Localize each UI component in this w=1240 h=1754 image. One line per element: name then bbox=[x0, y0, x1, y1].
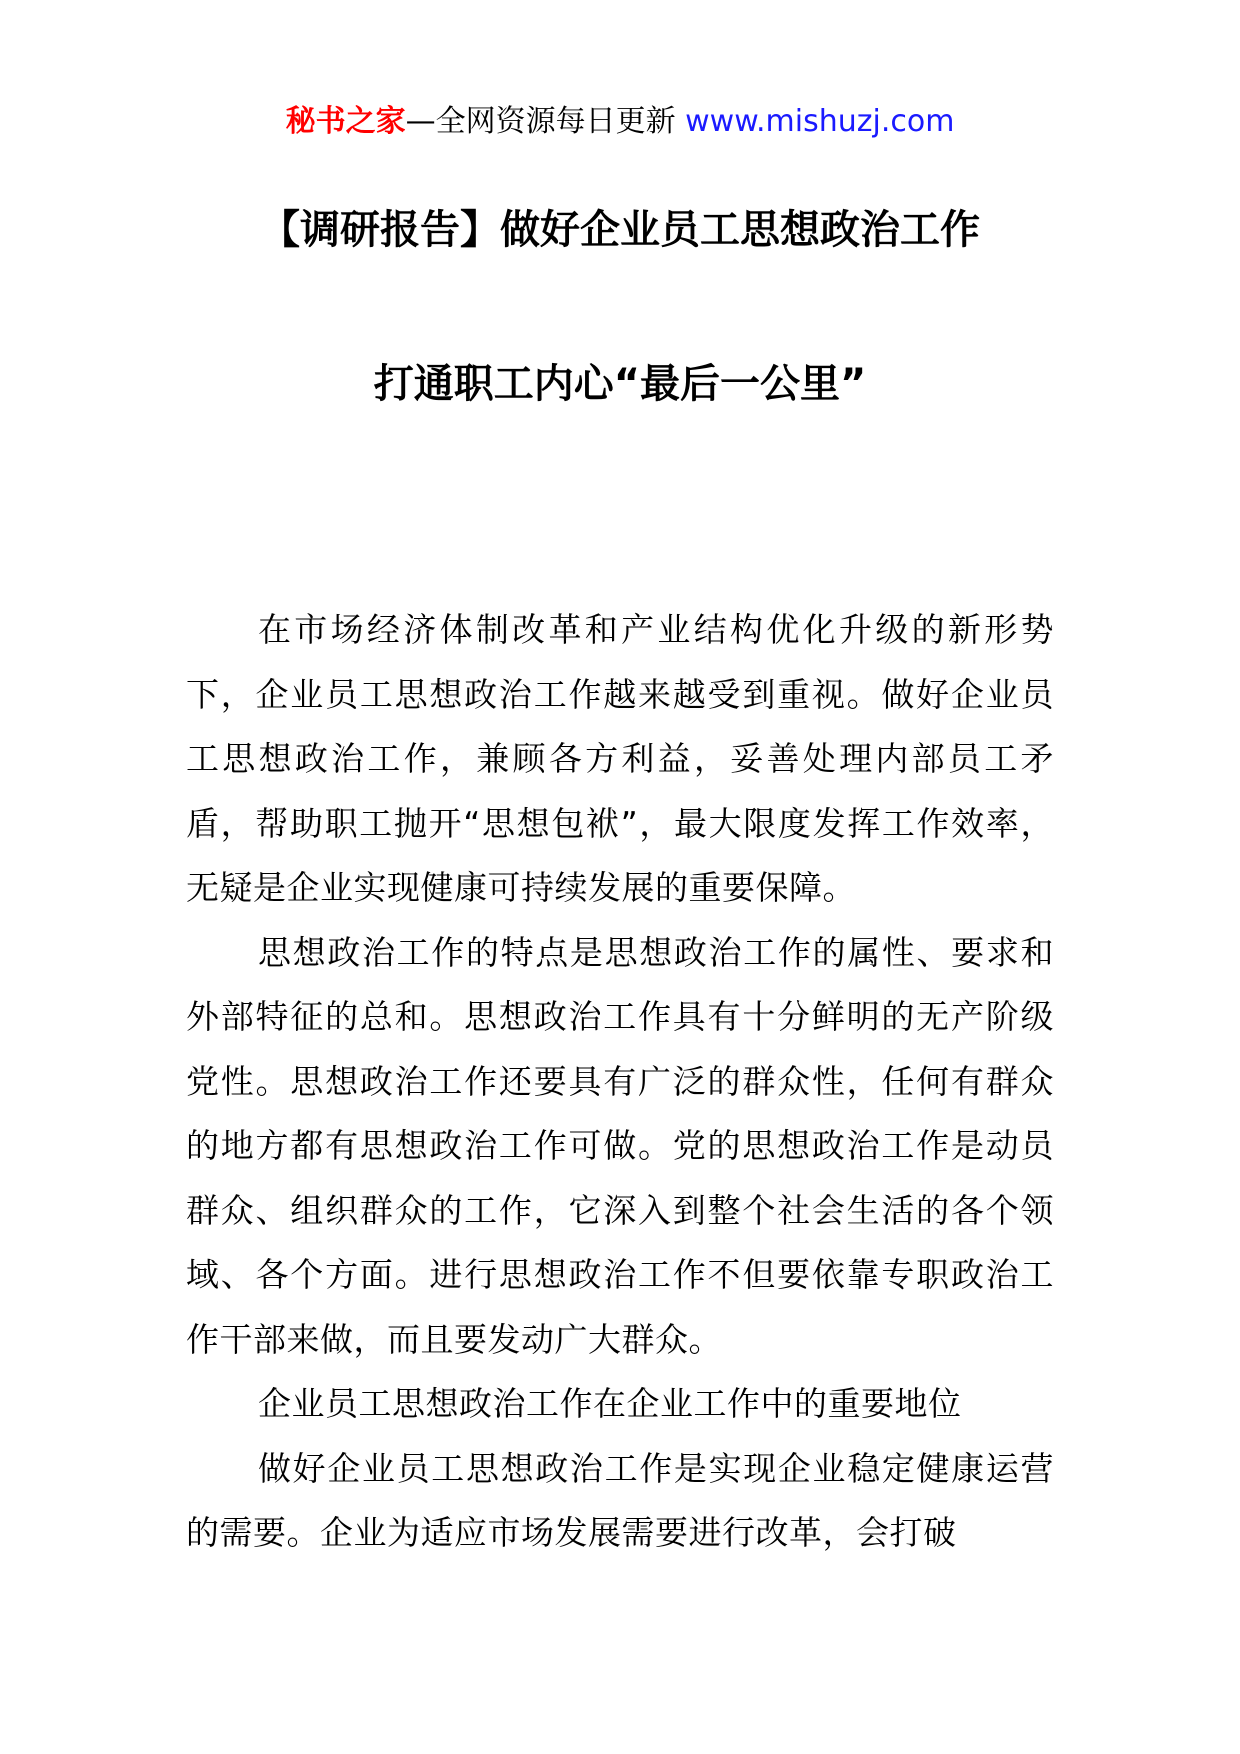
header-tagline: —全网资源每日更新 bbox=[405, 104, 686, 139]
brand-name: 秘书之家 bbox=[285, 104, 406, 139]
header-banner bbox=[0, 102, 1240, 142]
document-title-line-2: 打通职工内心“最后一公里” bbox=[373, 361, 867, 407]
body-paragraph-2: 思想政治工作的特点是思想政治工作的属性、要求和外部特征的总和。思想政治工作具有十分鲜明的无产阶级党性。思想政治工作还要具有广泛的群众性，任何有群众的地方都有思想政治工作可做。党的思想政治工作是动员群众、组织群众的工作，它深入到整个社会生活的各个领域、各个方面。进行思想政治工作不但要依靠专职政治工作干部来做，而且要发动广大群众。 bbox=[186, 932, 1054, 1359]
site-url-link[interactable]: www.mishuzj.com bbox=[685, 104, 955, 139]
body-paragraph-3: 做好企业员工思想政治工作是实现企业稳定健康运营的需要。企业为适应市场发展需要进行改革，会打破 bbox=[186, 1448, 1054, 1552]
document-title-line-1: 【调研报告】做好企业员工思想政治工作 bbox=[260, 207, 980, 253]
section-heading: 企业员工思想政治工作在企业工作中的重要地位 bbox=[258, 1384, 962, 1423]
body-paragraph-1: 在市场经济体制改革和产业结构优化升级的新形势下，企业员工思想政治工作越来越受到重视。做好企业员工思想政治工作，兼顾各方利益，妥善处理内部员工矛盾，帮助职工抛开“思想包袱”，最大限度发挥工作效率，无疑是企业实现健康可持续发展的重要保障。 bbox=[186, 610, 1054, 907]
document-body bbox=[186, 598, 1054, 1566]
